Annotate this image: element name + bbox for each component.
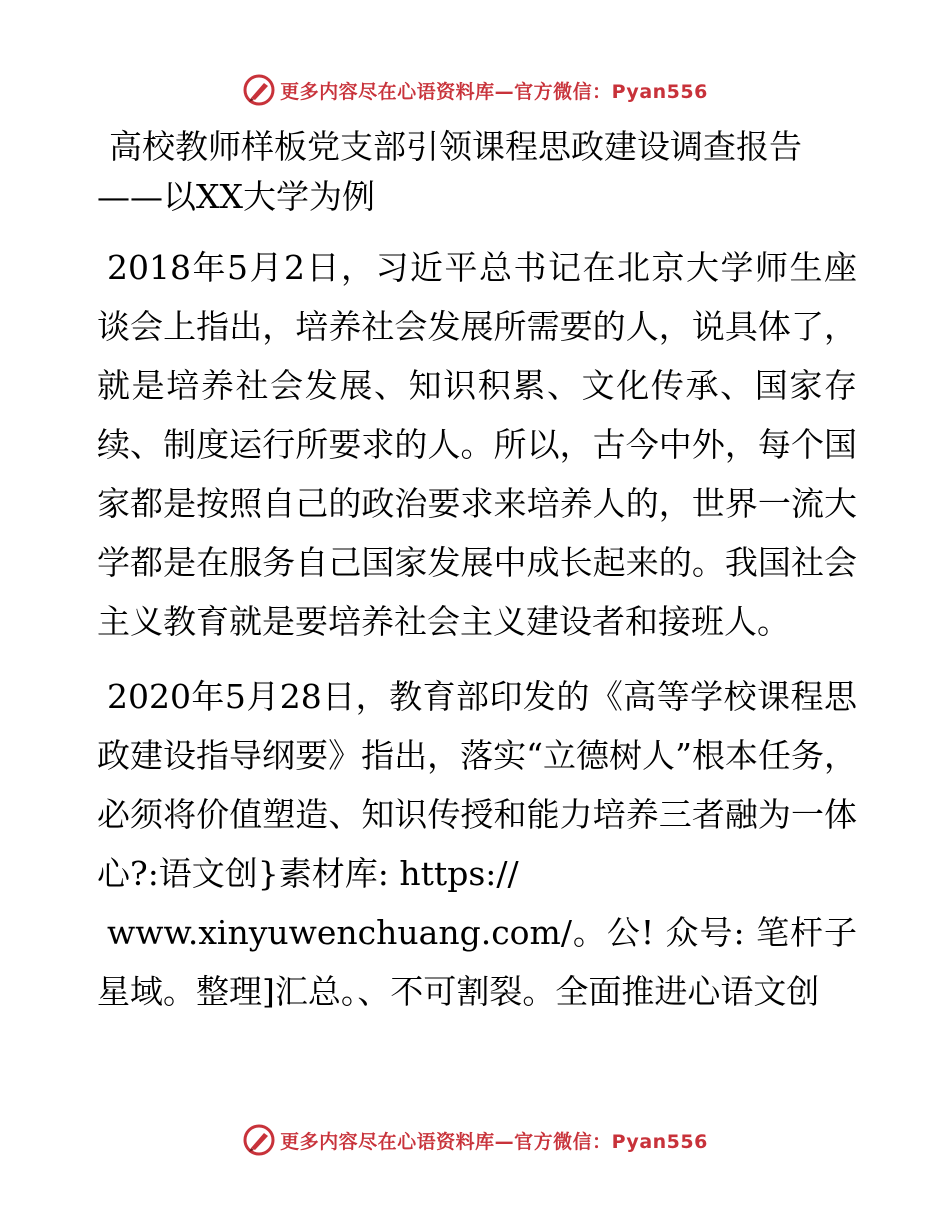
title-line-1: 高校教师样板党支部引领课程思政建设调查报告 bbox=[109, 127, 802, 166]
watermark-footer bbox=[0, 1120, 950, 1160]
paragraph-2 bbox=[97, 667, 857, 1021]
watermark-header bbox=[0, 70, 950, 110]
paragraph-2-part-2: www.xinyuwenchuang.com/。公! 众号: 笔杆子星域。整理]汇总。、不可割裂。全面推进心语文创 bbox=[97, 913, 857, 1011]
paragraph-1: 2018年5月2日，习近平总书记在北京大学师生座谈会上指出，培养社会发展所需要的人，说具体了，就是培养社会发展、知识积累、文化传承、国家存续、制度运行所要求的人。所以，古今中外，每个国家都是按照自己的政治要求来培养人的，世界一流大学都是在服务自己国家发展中成长起来的。我国社会主义教育就是要培养社会主义建设者和接班人。 bbox=[97, 248, 857, 641]
document-body bbox=[97, 122, 857, 1021]
pen-logo-icon bbox=[242, 73, 276, 107]
watermark-text: 更多内容尽在心语资料库—官方微信：Pyan556 bbox=[280, 80, 708, 103]
page-title bbox=[97, 122, 857, 222]
title-line-2: ——以XX大学为例 bbox=[97, 177, 375, 216]
paragraph-2-part-1: 2020年5月28日，教育部印发的《高等学校课程思政建设指导纲要》指出，落实“立德树人”根本任务，必须将价值塑造、知识传授和能力培养三者融为一体心?:语文创}素材库: https:// bbox=[97, 677, 857, 893]
watermark-text: 更多内容尽在心语资料库—官方微信：Pyan556 bbox=[280, 1130, 708, 1153]
pen-logo-icon bbox=[242, 1123, 276, 1157]
